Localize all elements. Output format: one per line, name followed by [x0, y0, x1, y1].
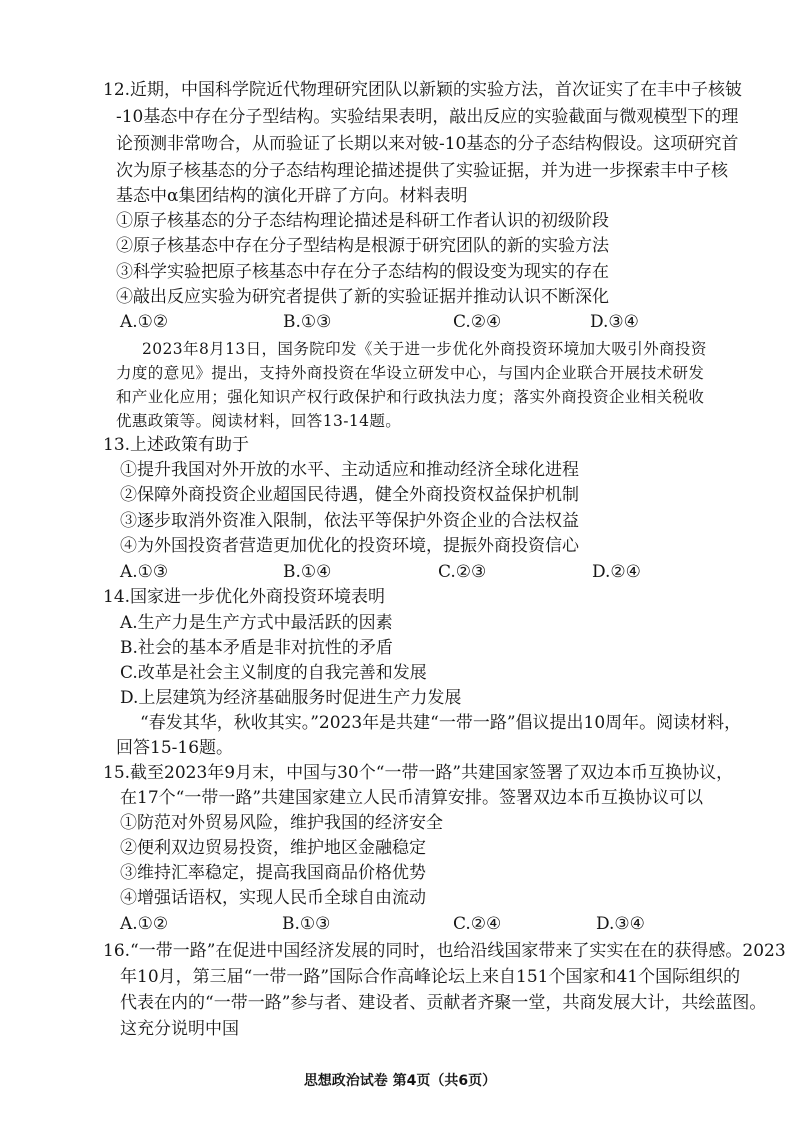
option-a: A.①② — [120, 312, 169, 332]
q13-item: ①提升我国对外开放的水平、主动适应和推动经济全球化进程 — [120, 460, 579, 480]
material-line: 和产业化应用；强化知识产权行政保护和行政执法力度；落实外商投资企业相关税收 — [116, 388, 705, 406]
material-line: 优惠政策等。阅读材料，回答13-14题。 — [116, 412, 402, 430]
q16-stem-line: 这充分说明中国 — [120, 1019, 239, 1039]
option-c: C.②④ — [453, 312, 502, 332]
q15-item: ②便利双边贸易投资，维护地区金融稳定 — [120, 838, 426, 858]
option-c: C.②④ — [453, 914, 502, 934]
option-d: D.上层建筑为经济基础服务时促进生产力发展 — [120, 688, 462, 708]
q15-item: ③维持汇率稳定，提高我国商品价格优势 — [120, 863, 426, 883]
option-c: C.②③ — [438, 562, 487, 582]
option-d: D.③④ — [596, 914, 645, 934]
option-b: B.①③ — [282, 914, 331, 934]
q12-item: ④敲出反应实验为研究者提供了新的实验证据并推动认识不断深化 — [116, 287, 609, 307]
q15-options — [120, 913, 680, 935]
q13-item: ③逐步取消外资准入限制，依法平等保护外资企业的合法权益 — [120, 511, 579, 531]
option-d: D.③④ — [590, 312, 639, 332]
page-footer: 思想政治试卷 第4页（共6页） — [303, 1073, 497, 1089]
q15-stem-line: 15.截至2023年9月末，中国与30个“一带一路”共建国家签署了双边本币互换协议， — [103, 763, 734, 783]
q12-stem-line: 论预测非常吻合，从而验证了长期以来对铍-10基态的分子态结构假设。这项研究首 — [116, 134, 739, 154]
option-b: B.社会的基本矛盾是非对抗性的矛盾 — [120, 638, 393, 658]
option-b: B.①④ — [283, 562, 332, 582]
option-d: D.②④ — [592, 562, 641, 582]
q12-stem-line: 次为原子核基态的分子态结构理论描述提供了实验证据，并为进一步探索丰中子核 — [116, 161, 728, 181]
q15-item: ④增强话语权，实现人民币全球自由流动 — [120, 888, 426, 908]
option-a: A.①③ — [120, 562, 169, 582]
q16-stem-line: 年10月，第三届“一带一路”国际合作高峰论坛上来自151个国家和41个国际组织的 — [120, 967, 741, 987]
q12-stem-line: 基态中α集团结构的演化开辟了方向。材料表明 — [116, 186, 468, 206]
option-a: A.①② — [120, 914, 169, 934]
q16-stem-line: 16.“一带一路”在促进中国经济发展的同时，也给沿线国家带来了实实在在的获得感。2023 — [103, 941, 786, 961]
q12-item: ②原子核基态中存在分子型结构是根源于研究团队的新的实验方法 — [116, 236, 609, 256]
q12-item: ③科学实验把原子核基态中存在分子态结构的假设变为现实的存在 — [116, 262, 609, 282]
material-line: 回答15-16题。 — [116, 738, 234, 758]
q13-item: ②保障外商投资企业超国民待遇，健全外商投资权益保护机制 — [120, 485, 579, 505]
q12-stem-line: 12.近期，中国科学院近代物理研究团队以新颖的实验方法，首次证实了在丰中子核铍 — [103, 80, 743, 100]
option-c: C.改革是社会主义制度的自我完善和发展 — [120, 663, 427, 683]
q12-stem-line: -10基态中存在分子型结构。实验结果表明，敲出反应的实验截面与微观模型下的理 — [116, 107, 739, 127]
material-line: “春发其华，秋收其实。”2023年是共建“一带一路”倡议提出10周年。阅读材料， — [140, 713, 742, 733]
q12-item: ①原子核基态的分子态结构理论描述是科研工作者认识的初级阶段 — [116, 211, 609, 231]
q16-stem-line: 代表在内的“一带一路”参与者、建设者、贡献者齐聚一堂，共商发展大计，共绘蓝图。 — [120, 993, 767, 1013]
option-a: A.生产力是生产方式中最活跃的因素 — [120, 613, 393, 633]
q15-item: ①防范对外贸易风险，维护我国的经济安全 — [120, 813, 443, 833]
q12-options — [120, 311, 680, 333]
material-line: 力度的意见》提出，支持外商投资在华设立研发中心，与国内企业联合开展技术研发 — [116, 364, 705, 382]
q13-stem: 13.上述政策有助于 — [103, 435, 250, 455]
q13-options — [120, 561, 680, 583]
q13-item: ④为外国投资者营造更加优化的投资环境，提振外商投资信心 — [120, 536, 579, 556]
q15-stem-line: 在17个“一带一路”共建国家建立人民币清算安排。签署双边本币互换协议可以 — [120, 788, 704, 808]
q14-stem: 14.国家进一步优化外商投资环境表明 — [103, 587, 386, 607]
option-b: B.①③ — [283, 312, 332, 332]
material-line: 2023年8月13日，国务院印发《关于进一步优化外商投资环境加大吸引外商投资 — [142, 340, 707, 358]
